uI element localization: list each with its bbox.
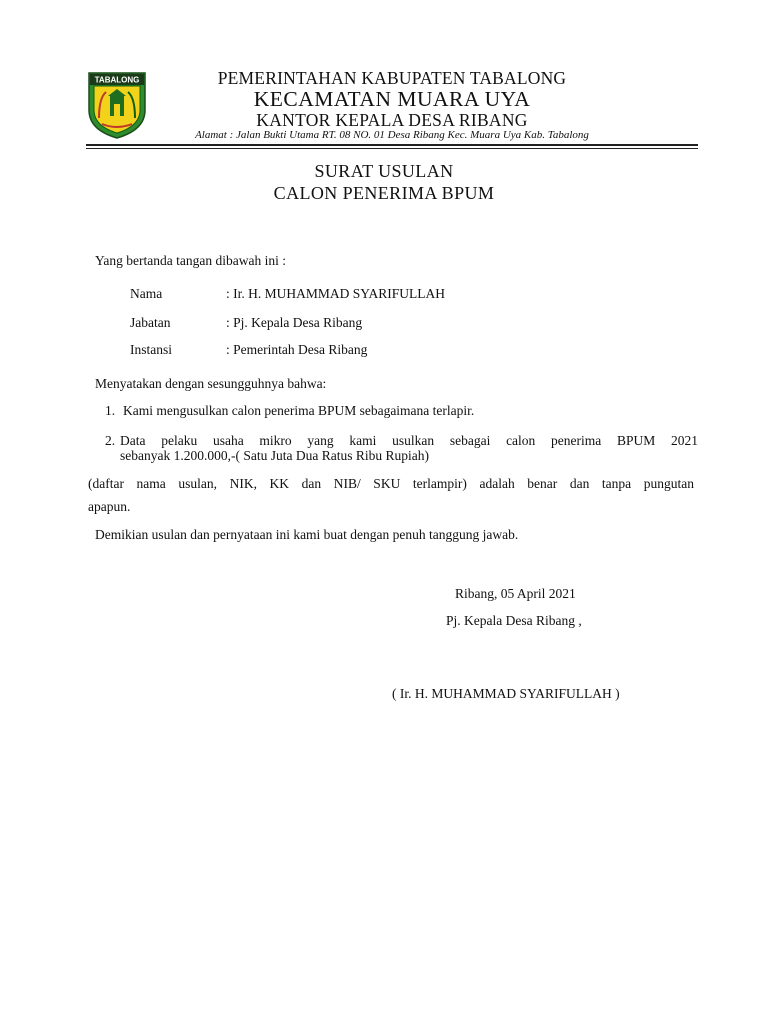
list-item-2-line2: sebanyak 1.200.000,-( Satu Juta Dua Ratus Ribu Rupiah) (120, 448, 429, 463)
header-divider-thin (86, 148, 698, 149)
header-divider (86, 144, 698, 146)
field-label-instansi: Instansi (130, 342, 172, 357)
header-government: PEMERINTAHAN KABUPATEN TABALONG (217, 68, 567, 88)
field-value-jabatan: : Pj. Kepala Desa Ribang (226, 315, 363, 330)
signatory-name: ( Ir. H. MUHAMMAD SYARIFULLAH ) (392, 686, 620, 701)
intro-text: Yang bertanda tangan dibawah ini : (95, 253, 286, 268)
field-value-instansi: : Pemerintah Desa Ribang (226, 342, 368, 357)
header-office: KANTOR KEPALA DESA RIBANG (256, 110, 528, 130)
logo-text: TABALONG (94, 75, 140, 85)
header-address: Alamat : Jalan Bukti Utama RT. 08 NO. 01 Desa Ribang Kec. Muara Uya Kab. Tabalong (195, 129, 589, 141)
place-date: Ribang, 05 April 2021 (455, 586, 576, 601)
closing-text: Demikian usulan dan pernyataan ini kami buat dengan penuh tanggung jawab. (95, 527, 519, 542)
header-district: KECAMATAN MUARA UYA (253, 87, 531, 111)
tabalong-emblem (86, 68, 148, 140)
list-item-2-line1: Data pelaku usaha mikro yang kami usulkan sebagai calon penerima BPUM 2021 (120, 433, 698, 448)
document-title: SURAT USULAN (314, 161, 454, 181)
document-subtitle: CALON PENERIMA BPUM (273, 183, 495, 203)
statement-text: Menyatakan dengan sesungguhnya bahwa: (95, 376, 327, 391)
field-label-nama: Nama (130, 286, 163, 301)
list-number-2: 2. (105, 433, 116, 448)
field-value-nama: : Ir. H. MUHAMMAD SYARIFULLAH (226, 286, 446, 301)
field-label-jabatan: Jabatan (130, 315, 171, 330)
note-line2: apapun. (88, 499, 131, 514)
list-number-1: 1. (105, 403, 116, 418)
signatory-position: Pj. Kepala Desa Ribang , (446, 613, 582, 628)
list-item-1: Kami mengusulkan calon penerima BPUM sebagaimana terlapir. (123, 403, 475, 418)
note-line1: (daftar nama usulan, NIK, KK dan NIB/ SKU terlampir) adalah benar dan tanpa pungutan (88, 476, 694, 491)
